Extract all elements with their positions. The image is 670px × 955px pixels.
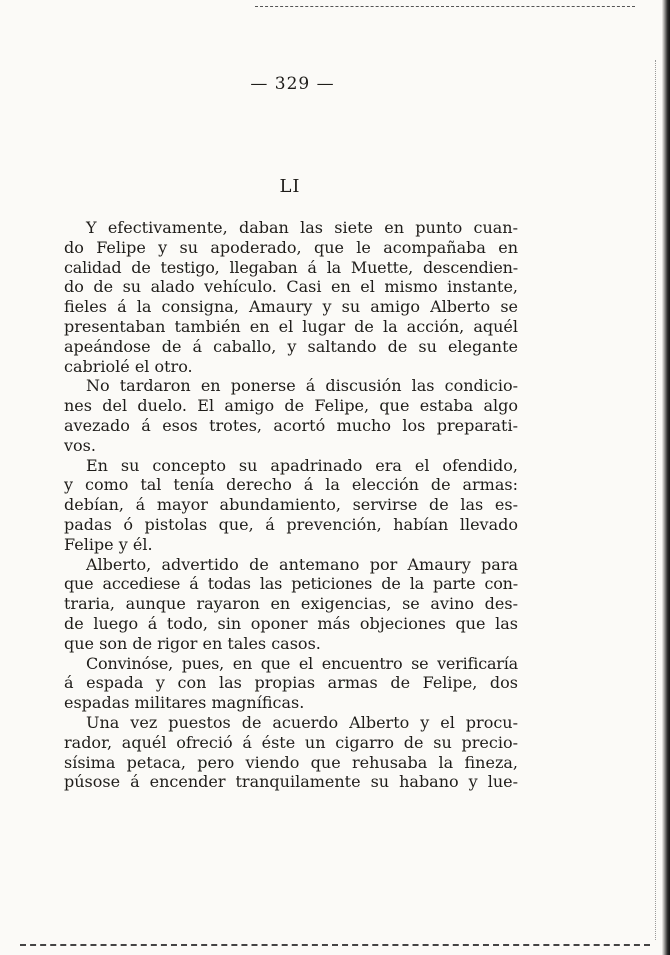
text-line: y como tal tenía derecho á la elección de armas: [64, 475, 518, 495]
text-line: á espada y con las propias armas de Felipe, dos [64, 673, 518, 693]
text-line: que son de rigor en tales casos. [64, 633, 321, 653]
text-line: rador, aquél ofreció á éste un cigarro de su precio- [64, 732, 518, 752]
text-line: sísima petaca, pero viendo que rehusaba la fineza, [64, 752, 518, 772]
text-line: de luego á todo, sin oponer más objeciones que las [64, 613, 518, 633]
text-line: Convinóse, pues, en que el encuentro se verificaría [86, 653, 518, 673]
text-line: debían, á mayor abundamiento, servirse de las es- [64, 495, 518, 515]
text-line: presentaban también en el lugar de la acción, aquél [64, 316, 518, 336]
body-text [64, 218, 518, 792]
text-line: En su concepto su apadrinado era el ofendido, [86, 455, 518, 475]
page-edge-marks [641, 60, 656, 940]
text-line: Felipe y él. [64, 534, 153, 554]
text-line: do de su alado vehículo. Casi en el mismo instante, [64, 277, 518, 297]
text-line: padas ó pistolas que, á prevención, habían llevado [64, 514, 518, 534]
page-number: — 329 — [250, 74, 335, 94]
text-line: púsose á encender tranquilamente su habano y lue- [64, 772, 518, 792]
chapter-title: LI [279, 176, 301, 197]
text-line: apeándose de á caballo, y saltando de su elegante [64, 336, 518, 356]
bottom-edge-rule [20, 944, 650, 946]
text-line: Y efectivamente, daban las siete en punto cuan- [86, 218, 518, 237]
text-line: espadas militares magníficas. [64, 693, 305, 713]
text-line: cabriolé el otro. [64, 356, 193, 376]
text-line: do Felipe y su apoderado, que le acompañaba en [64, 237, 518, 257]
text-line: traria, aunque rayaron en exigencias, se avino des- [64, 594, 518, 614]
text-line: Alberto, advertido de antemano por Amaury para [86, 554, 518, 574]
text-line: nes del duelo. El amigo de Felipe, que estaba algo [64, 396, 518, 416]
text-line: fieles á la consigna, Amaury y su amigo Alberto se [64, 297, 518, 317]
text-line: No tardaron en ponerse á discusión las condicio- [86, 376, 518, 396]
text-line: calidad de testigo, llegaban á la Muette, descendien- [64, 257, 518, 277]
page-binding-edge [662, 0, 670, 955]
text-line: que accediese á todas las peticiones de la parte con- [64, 574, 518, 594]
top-edge-rule [255, 6, 635, 7]
text-line: vos. [64, 435, 96, 455]
text-line: Una vez puestos de acuerdo Alberto y el procu- [86, 712, 518, 732]
text-line: avezado á esos trotes, acortó mucho los preparati- [64, 415, 518, 435]
